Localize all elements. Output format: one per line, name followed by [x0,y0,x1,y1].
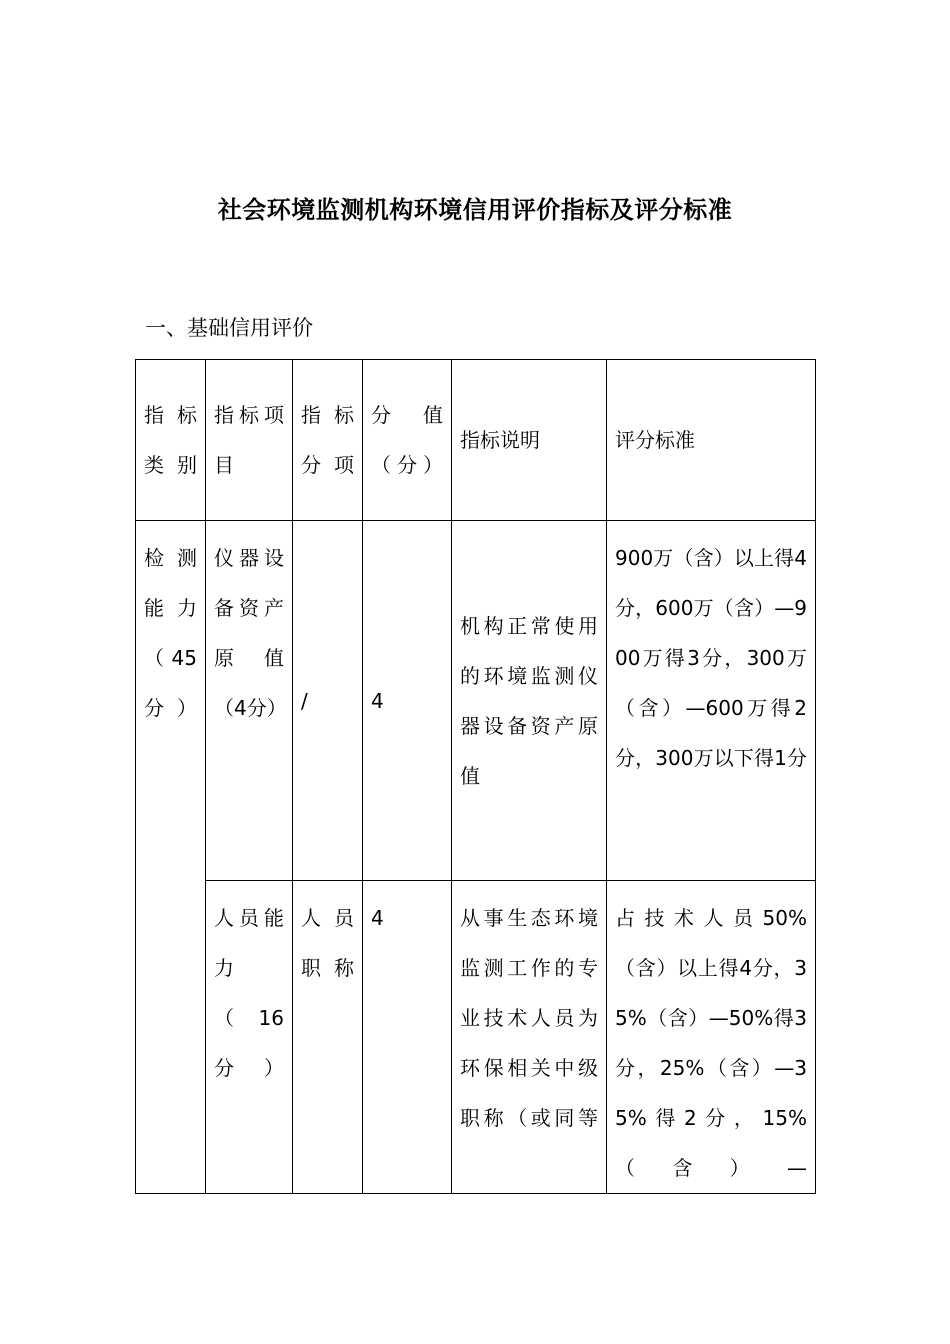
cell-description: 从事生态环境监测工作的专业技术人员为环保相关中级职称（或同等 [452,881,607,1194]
cell-item-label: 仪器设备资产原值 [214,546,284,670]
table-row [136,881,816,1194]
cell-criteria: 占技术人员50%（含）以上得4分，35%（含）—50%得3分，25%（含）—35%得2分，15%（含）— [607,881,816,1194]
header-sub-item: 指标分项 [293,360,363,521]
cell-category: 检测能力（45分） [136,521,206,1194]
header-criteria: 评分标准 [607,360,816,521]
cell-criteria: 900万（含）以上得4分，600万（含）—900万得3分，300万（含）—600万得2分，300万以下得1分 [607,521,816,881]
cell-item-score: （16分） [214,1006,284,1080]
table-row [136,521,816,881]
cell-item-score: （4分） [214,696,287,720]
header-item: 指标项目 [206,360,293,521]
header-category: 指标类别 [136,360,206,521]
cell-score: 4 [363,881,452,1194]
cell-sub-item: 人员职称 [293,881,363,1194]
cell-item-label: 人员能力 [214,906,284,980]
table-header-row [136,360,816,521]
cell-score: 4 [363,521,452,881]
document-title: 社会环境监测机构环境信用评价指标及评分标准 [217,196,733,224]
section-heading: 一、基础信用评价 [145,316,313,340]
cell-item [206,881,293,1194]
header-description: 指标说明 [452,360,607,521]
cell-item [206,521,293,881]
cell-description: 机构正常使用的环境监测仪器设备资产原值 [452,521,607,881]
evaluation-table [135,359,816,1194]
header-score: 分值（分） [363,360,452,521]
cell-sub-item: / [293,521,363,881]
